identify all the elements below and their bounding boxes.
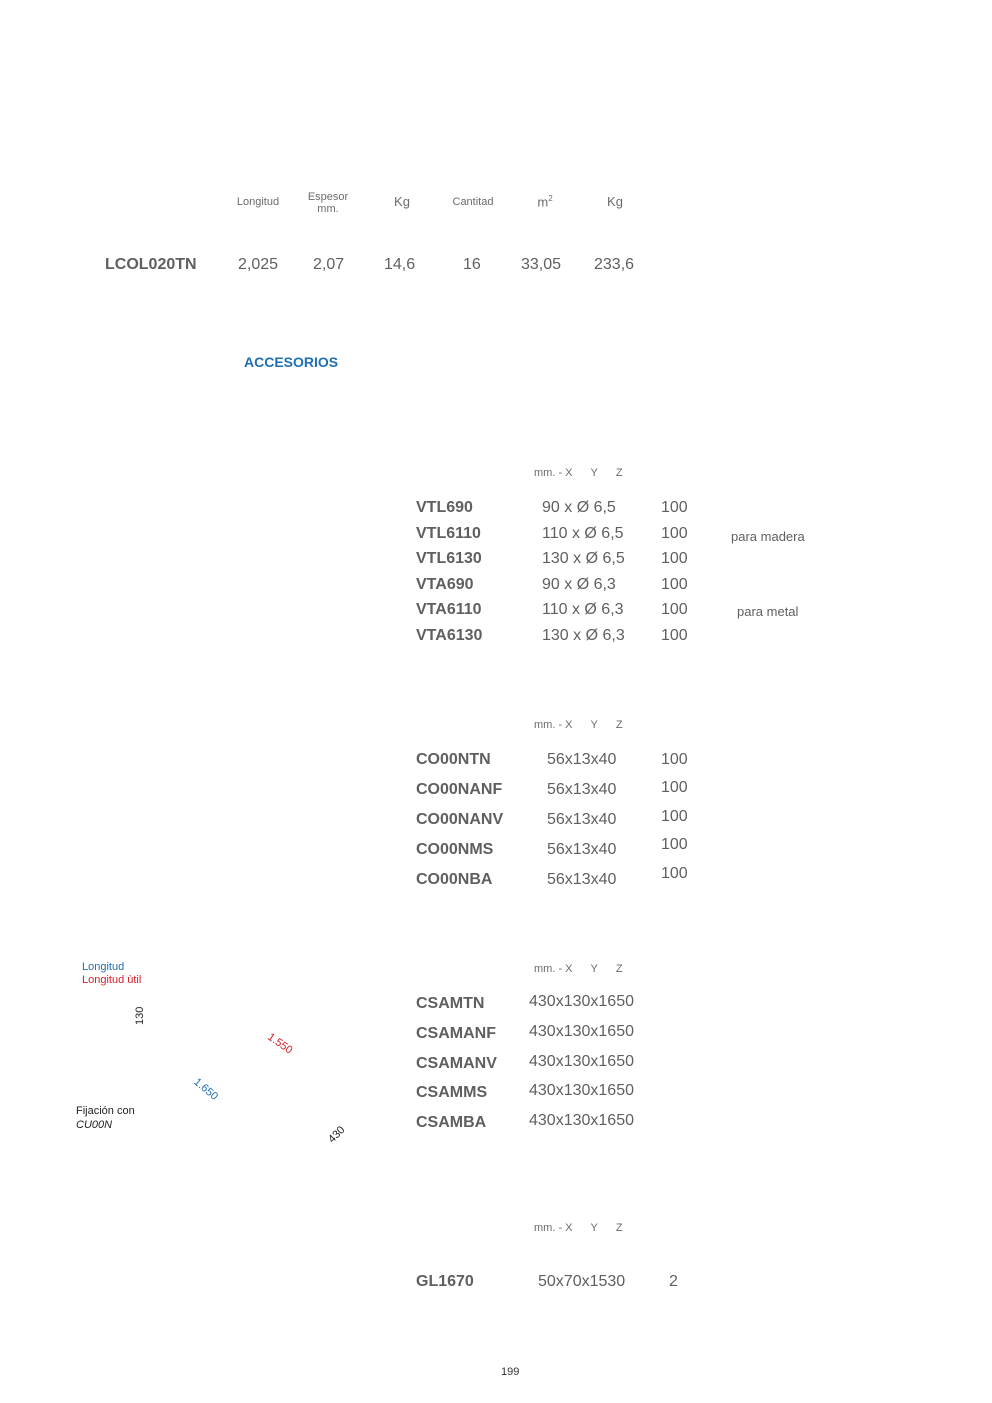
dim-x-label: mm. - X (534, 1222, 573, 1234)
connector-dims: 56x13x40 (547, 871, 617, 888)
connector-code: CO00NANV (416, 811, 504, 828)
connectors-dim-header (534, 719, 623, 731)
screw-dims: 90 x Ø 6,5 (542, 499, 616, 516)
screw-code: VTA690 (416, 575, 474, 593)
connector-code: CO00NTN (416, 751, 491, 768)
screw-code: VTL6130 (416, 550, 482, 568)
header-quantity: Cantitad (452, 196, 494, 208)
cap-dims: 430x130x1650 (529, 993, 634, 1010)
product-area: 33,05 (521, 256, 562, 273)
dimension-430: 430 (326, 1124, 348, 1146)
cap-dims: 430x130x1650 (529, 1022, 634, 1040)
header-area (530, 194, 560, 209)
connector-code: CO00NANF (416, 781, 503, 798)
connector-dims: 56x13x40 (547, 811, 617, 828)
caps-dim-header (534, 963, 623, 975)
note-wood: para madera (731, 529, 805, 544)
gl-qty: 2 (669, 1273, 678, 1290)
header-area-superscript: 2 (548, 194, 553, 203)
legend-useful-length: Longitud ùtil (82, 974, 142, 986)
header-length: Longitud (236, 196, 280, 208)
dim-z-label: Z (615, 963, 623, 975)
dim-y-label: Y (590, 963, 598, 975)
dim-x-label: mm. - X (534, 963, 573, 975)
header-area-label: m (537, 194, 549, 210)
dim-z-label: Z (615, 719, 623, 731)
product-weight: 14,6 (384, 256, 416, 273)
dim-z-label: Z (615, 1222, 623, 1234)
connector-qty: 100 (661, 751, 688, 768)
screw-qty: 100 (661, 550, 688, 568)
screw-dims: 130 x Ø 6,3 (542, 626, 625, 644)
cap-code: CSAMANV (416, 1054, 497, 1072)
fixing-label: Fijación con (76, 1105, 135, 1117)
product-length: 2,025 (238, 256, 279, 273)
screw-qty: 100 (661, 601, 688, 619)
dim-x-label: mm. - X (534, 719, 573, 731)
connector-code: CO00NBA (416, 871, 493, 888)
product-code: LCOL020TN (105, 256, 197, 273)
connector-qty: 100 (661, 865, 688, 882)
dimension-130: 130 (134, 1006, 146, 1025)
cap-code: CSAMBA (416, 1114, 487, 1132)
header-kg: Kg (394, 194, 410, 209)
accessories-title: ACCESORIOS (244, 354, 339, 370)
screw-code: VTL690 (416, 499, 473, 516)
page-number: 199 (501, 1366, 520, 1378)
gl-dims: 50x70x1530 (538, 1273, 626, 1290)
connector-dims: 56x13x40 (547, 751, 617, 768)
header-total-kg: Kg (607, 194, 623, 209)
gl-code: GL1670 (416, 1273, 474, 1290)
cap-code: CSAMTN (416, 995, 485, 1012)
screws-dim-header (534, 467, 623, 479)
connector-dims: 56x13x40 (547, 841, 617, 858)
connector-dims: 56x13x40 (547, 781, 617, 798)
dimension-1550: 1.550 (265, 1031, 295, 1057)
legend-length: Longitud (82, 961, 125, 973)
screw-code: VTA6110 (416, 601, 482, 619)
screw-dims: 110 x Ø 6,5 (542, 524, 624, 542)
connector-qty: 100 (661, 836, 688, 853)
header-thickness (300, 191, 356, 215)
cap-dims: 430x130x1650 (529, 1112, 634, 1130)
dim-y-label: Y (590, 1222, 598, 1234)
product-thickness: 2,07 (313, 256, 345, 273)
connector-code: CO00NMS (416, 841, 494, 858)
screw-code: VTL6110 (416, 524, 481, 542)
screw-dims: 130 x Ø 6,5 (542, 550, 625, 568)
fixing-code: CU00N (76, 1119, 113, 1131)
screw-dims: 110 x Ø 6,3 (542, 601, 624, 619)
screw-qty: 100 (661, 524, 688, 542)
note-metal: para metal (737, 604, 799, 619)
cap-dims: 430x130x1650 (529, 1082, 634, 1100)
cap-dims: 430x130x1650 (529, 1052, 634, 1070)
header-thickness-label: Espesor (307, 191, 349, 203)
connector-qty: 100 (661, 808, 688, 825)
dim-y-label: Y (590, 719, 598, 731)
product-total-weight: 233,6 (594, 256, 635, 273)
screw-qty: 100 (661, 499, 688, 516)
screw-dims: 90 x Ø 6,3 (542, 575, 616, 593)
cap-code: CSAMMS (416, 1084, 488, 1102)
product-quantity: 16 (463, 256, 481, 273)
dimension-1650: 1.650 (191, 1076, 221, 1103)
gl-dim-header (534, 1222, 623, 1234)
dim-x-label: mm. - X (534, 467, 573, 479)
cap-code: CSAMANF (416, 1024, 496, 1042)
connector-qty: 100 (661, 779, 688, 796)
header-thickness-unit: mm. (317, 203, 339, 215)
screw-code: VTA6130 (416, 626, 483, 644)
screw-qty: 100 (661, 575, 688, 593)
dim-z-label: Z (615, 467, 623, 479)
dim-y-label: Y (590, 467, 598, 479)
screw-qty: 100 (661, 626, 688, 644)
